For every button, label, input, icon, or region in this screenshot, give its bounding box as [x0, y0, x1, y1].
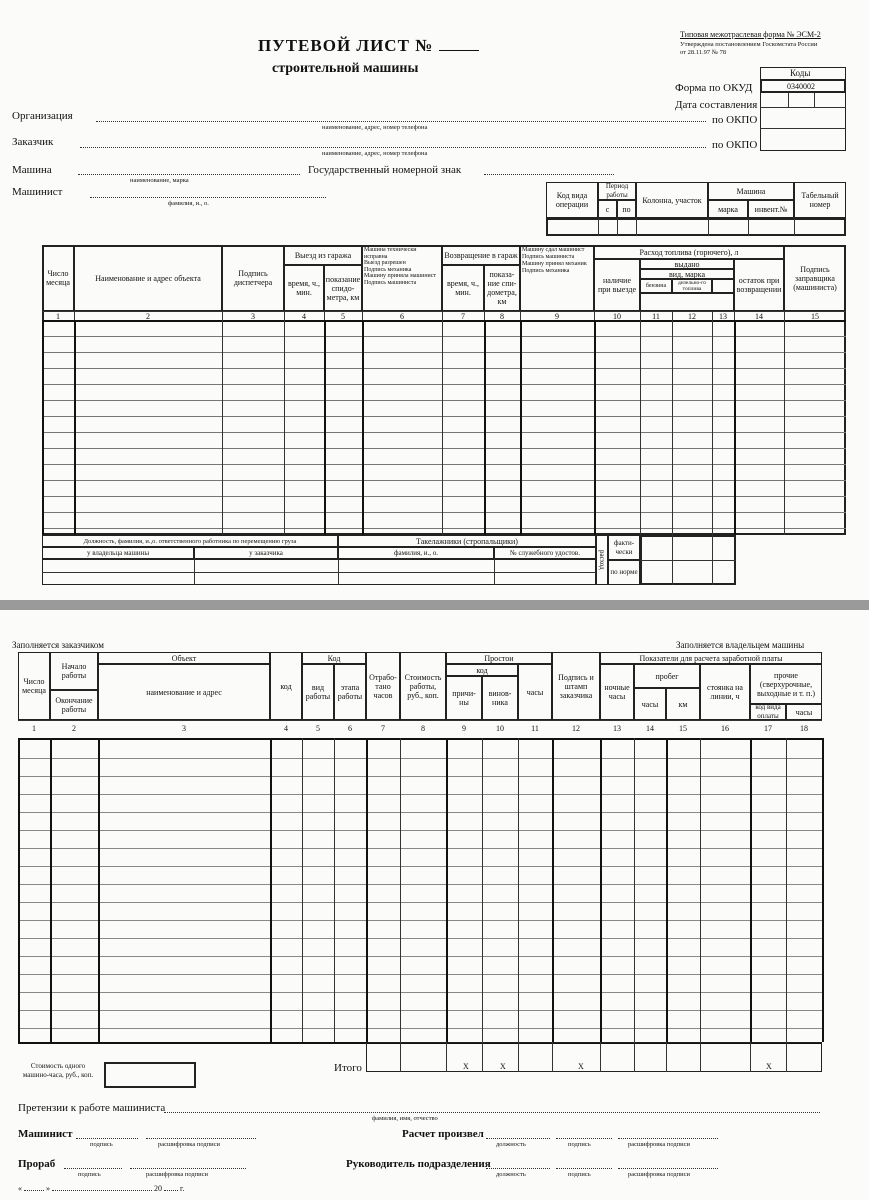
form-approval-date: от 28.11.97 № 78 [680, 49, 727, 56]
h-fuel-other [712, 279, 734, 293]
x-mark-17: Х [766, 1062, 772, 1071]
regnum-label: Государственный номерной знак [308, 164, 462, 176]
h-fuel-rest: остаток при возвращении [734, 259, 784, 311]
claims-caption: фамилия, имя, отчество [372, 1115, 438, 1122]
resp-owner: у владельца машины [42, 547, 194, 559]
column-rule [784, 311, 785, 535]
thick-column-rule [666, 738, 668, 1042]
thick-column-rule [42, 320, 44, 535]
table-row [18, 866, 822, 867]
h2-run: пробег [634, 664, 700, 688]
table-row [42, 432, 846, 433]
calc-decipher-caption: расшифровка подписи [628, 1141, 691, 1148]
totals-rule [666, 1042, 667, 1072]
table-row [18, 848, 822, 849]
table-row [42, 496, 846, 497]
thick-column-rule [484, 320, 486, 535]
head-signature[interactable] [556, 1168, 612, 1169]
totals-rule [482, 1042, 483, 1072]
thick-column-rule [552, 738, 554, 1042]
h2-idle-hours: часы [518, 664, 552, 720]
column-number: 15 [811, 312, 819, 321]
table-row [18, 794, 822, 795]
regnum-field[interactable] [484, 174, 614, 175]
codes-header: Коды [790, 68, 811, 78]
h2-stage: этапа работы [334, 664, 366, 720]
h2-night: ночные часы [600, 664, 634, 720]
head-label: Руководитель подразделения [346, 1158, 491, 1170]
table-row [42, 464, 846, 465]
table-row [18, 830, 822, 831]
column-number: 1 [56, 312, 60, 321]
cost-label: Стоимость одного машино-часа, руб., коп. [22, 1062, 94, 1079]
x-mark-12: Х [578, 1062, 584, 1071]
totals-rule [400, 1042, 401, 1072]
thick-column-rule [324, 320, 326, 535]
h2-other: прочие (сверхурочные, выходные и т. п.) [750, 664, 822, 704]
h2-object: Объект [98, 652, 270, 664]
riggers-id: № служебного удостов. [494, 547, 596, 559]
table-row [18, 1010, 822, 1011]
column-number: 12 [688, 312, 696, 321]
header-bottom-rule [18, 720, 822, 721]
column-number: 7 [461, 312, 465, 321]
foreman-decipher-caption: расшифровка подписи [146, 1171, 209, 1178]
h2-run-hours: часы [634, 688, 666, 720]
h2-obj-code: код [270, 652, 302, 720]
page-divider [0, 600, 869, 610]
customer-field[interactable] [80, 147, 706, 148]
h-fuel: Расход топлива (горючего), л [594, 245, 784, 259]
thick-column-rule [18, 738, 20, 1042]
column-number: 8 [500, 312, 504, 321]
table-row [18, 920, 822, 921]
brand-header: марка [708, 200, 748, 218]
column-number: 9 [462, 724, 466, 733]
table-row [42, 336, 846, 337]
h-ret-speedo: показа-ние спи-дометра, км [484, 265, 520, 311]
h-fuel-brand: вид, марка [640, 269, 734, 279]
column-number: 17 [764, 724, 772, 733]
column-number: 6 [400, 312, 404, 321]
column-number: 5 [341, 312, 345, 321]
h2-idle-culprit: винов-ника [482, 676, 518, 720]
operator-sign-caption: подпись [90, 1141, 113, 1148]
resp-header: Должность, фамилия, и.,о. ответственного работника по перемещению груза [42, 535, 338, 547]
machine-label: Машина [12, 164, 52, 176]
machine-group-header: Машина [708, 182, 794, 200]
head-decipher-caption: расшифровка подписи [628, 1171, 691, 1178]
column-number: 2 [72, 724, 76, 733]
table-row [42, 512, 846, 513]
resp-customer: у заказчика [194, 547, 338, 559]
h-fuel-issued: выдано [640, 259, 734, 269]
thick-column-rule [520, 320, 522, 535]
column-number: 3 [251, 312, 255, 321]
expense-label: расход [596, 535, 608, 585]
thick-column-rule [594, 320, 596, 535]
h2-date: Число месяца [18, 652, 50, 720]
h-date: Число месяца [42, 245, 74, 311]
totals-rule [518, 1042, 519, 1072]
organization-label: Организация [12, 110, 73, 122]
machine-caption: наименование, марка [130, 177, 189, 184]
h-object: Наименование и адрес объекта [74, 245, 222, 311]
head-position-caption: должность [496, 1171, 526, 1178]
thick-column-rule [366, 738, 368, 1042]
thick-column-rule [98, 738, 100, 1042]
operator-caption: фамилия, и., о. [168, 200, 209, 207]
riggers-name: фамилия, и., о. [338, 547, 494, 559]
column-rule [640, 311, 641, 535]
column-number: 2 [146, 312, 150, 321]
column-rule [222, 311, 223, 535]
column-number: 7 [381, 724, 385, 733]
column-rule [284, 311, 285, 535]
column-number: 10 [496, 724, 504, 733]
foreman-sign-caption: подпись [78, 1171, 101, 1178]
column-number: 8 [421, 724, 425, 733]
inv-header: инвент.№ [748, 200, 794, 218]
column-header: Колонна, участок [636, 182, 708, 218]
body-top-rule [42, 320, 846, 322]
totals-rule [552, 1042, 553, 1072]
table-row [42, 368, 846, 369]
h2-obj-name: наименование и адрес [98, 664, 270, 720]
table-row [42, 384, 846, 385]
h-tech-check: Машина технически исправна Выезд разрешен Подпись механика Машину приняла машинист Подпись машиниста [362, 245, 442, 311]
table-row [18, 1028, 822, 1029]
x-mark-9: Х [463, 1062, 469, 1071]
totals-rule [750, 1042, 751, 1072]
machine-field[interactable] [78, 174, 300, 175]
organization-caption: наименование, адрес, номер телефона [322, 124, 428, 131]
column-rule [634, 738, 635, 1042]
column-rule [786, 738, 787, 1042]
column-number: 4 [302, 312, 306, 321]
column-number: 11 [531, 724, 539, 733]
column-rule [482, 738, 483, 1042]
h2-hours-worked: Отрабо-тано часов [366, 652, 400, 720]
column-rule [400, 738, 401, 1042]
okpo-label-1: по ОКПО [712, 114, 758, 126]
h-handover: Машину сдал машинист Подпись машиниста Машину принял механик Подпись механика [520, 245, 594, 311]
form-note: Типовая межотраслевая форма № ЭСМ-2 [680, 30, 821, 39]
operator-decipher-caption: расшифровка подписи [158, 1141, 221, 1148]
operator-sign-label: Машинист [18, 1128, 73, 1140]
totals-rule [600, 1042, 601, 1072]
totals-rule [700, 1042, 701, 1072]
date-line[interactable]: « » 20 г. [18, 1184, 185, 1193]
period-from: с [598, 200, 617, 218]
column-number: 13 [613, 724, 621, 733]
h-dispatcher: Подпись диспетчера [222, 245, 284, 311]
header-rule [42, 311, 846, 312]
table-row [42, 400, 846, 401]
waybill-back-page [0, 610, 869, 1200]
h-fuel-diesel: дизельно-го топлива [672, 279, 712, 293]
h2-idle-code: код [446, 664, 518, 676]
operator-label: Машинист [12, 186, 63, 198]
thick-column-rule [74, 320, 76, 535]
h-fuel-avail: наличие при выезде [594, 259, 640, 311]
h2-start: Начало работы [50, 652, 98, 690]
column-number: 14 [646, 724, 654, 733]
column-number: 6 [348, 724, 352, 733]
column-number: 4 [284, 724, 288, 733]
h2-work-type: вид работы [302, 664, 334, 720]
by-norm-label: по норме [608, 560, 640, 585]
claims-field[interactable] [164, 1112, 820, 1113]
okud-label: Форма по ОКУД [675, 82, 753, 94]
column-rule [712, 311, 713, 535]
document-subtitle: строительной машины [272, 61, 419, 76]
h2-parking: стоянка на линии, ч [700, 664, 750, 720]
op-code-row[interactable] [546, 218, 846, 236]
form-approval: Утверждена постановлением Госкомстата России [680, 41, 818, 48]
customer-label: Заказчик [12, 136, 54, 148]
filled-by-customer: Заполняется заказчиком [12, 640, 104, 650]
calc-position[interactable] [486, 1138, 550, 1139]
thick-column-rule [734, 320, 736, 535]
column-rule [672, 311, 673, 535]
table-row [18, 776, 822, 777]
table-row [42, 528, 846, 529]
column-number: 12 [572, 724, 580, 733]
h2-end: Окончание работы [50, 690, 98, 720]
h2-other-code: код вида оплаты [750, 704, 786, 720]
table-row [42, 416, 846, 417]
h2-idle-reason: причи-ны [446, 676, 482, 720]
h2-other-hours: часы [786, 704, 822, 720]
column-number: 13 [719, 312, 727, 321]
column-number: 11 [652, 312, 660, 321]
okpo-label-2: по ОКПО [712, 139, 758, 151]
table-row [18, 758, 822, 759]
column-rule [700, 738, 701, 1042]
document-title: ПУТЕВОЙ ЛИСТ № [258, 36, 479, 56]
h-ret-time: время, ч., мин. [442, 265, 484, 311]
thick-column-rule [362, 320, 364, 535]
h2-run-km: км [666, 688, 700, 720]
column-rule [442, 311, 443, 535]
column-rule [518, 738, 519, 1042]
period-header: Период работы [598, 182, 636, 200]
calc-signature[interactable] [556, 1138, 612, 1139]
column-number: 18 [800, 724, 808, 733]
column-number: 16 [721, 724, 729, 733]
customer-caption: наименование, адрес, номер телефона [322, 150, 428, 157]
organization-field[interactable] [96, 121, 706, 122]
column-number: 5 [316, 724, 320, 733]
body-top-rule [18, 738, 822, 740]
totals-rule [446, 1042, 447, 1072]
tabel-header: Табельный номер [794, 182, 846, 218]
operator-decipher[interactable] [146, 1138, 256, 1139]
h2-cost: Стоимость работы, руб., коп. [400, 652, 446, 720]
table-row [18, 902, 822, 903]
head-position[interactable] [486, 1168, 550, 1169]
column-number: 10 [613, 312, 621, 321]
calc-label: Расчет произвел [402, 1128, 484, 1140]
foreman-label: Прораб [18, 1158, 56, 1170]
op-code-header: Код вида операции [546, 182, 598, 218]
column-number: 9 [555, 312, 559, 321]
calc-sign-caption: подпись [568, 1141, 591, 1148]
table-row [42, 352, 846, 353]
foreman-signature[interactable] [64, 1168, 122, 1169]
column-number: 3 [182, 724, 186, 733]
table-row [42, 448, 846, 449]
thick-column-rule [446, 738, 448, 1042]
h-dep-speedo: показание спидо-метра, км [324, 265, 362, 311]
h-return: Возвращение в гараж [442, 245, 520, 265]
calc-decipher[interactable] [618, 1138, 718, 1139]
h2-sign: Подпись и штамп заказчика [552, 652, 600, 720]
foreman-decipher[interactable] [130, 1168, 246, 1169]
date-label: Дата составления [675, 99, 758, 111]
thick-column-rule [50, 738, 52, 1042]
column-number: 15 [679, 724, 687, 733]
h-fueler: Подпись заправщика (машиниста) [784, 245, 846, 311]
actual-label: факти-чески [608, 535, 640, 560]
period-to: по [617, 200, 636, 218]
h2-pay: Показатели для расчета заработной платы [600, 652, 822, 664]
thick-column-rule [750, 738, 752, 1042]
table-row [18, 812, 822, 813]
operator-field[interactable] [90, 197, 326, 198]
head-sign-caption: подпись [568, 1171, 591, 1178]
table-row [18, 956, 822, 957]
h-departure: Выезд из гаража [284, 245, 362, 265]
table-row [18, 974, 822, 975]
riggers-header: Такелажники (стропальщики) [338, 535, 596, 547]
table-row [42, 480, 846, 481]
thick-column-rule [600, 738, 602, 1042]
claims-label: Претензии к работе машиниста [18, 1102, 166, 1114]
h-fuel-blank [640, 293, 734, 311]
thick-column-rule [822, 738, 824, 1042]
okud-code: 0340002 [787, 82, 815, 91]
head-decipher[interactable] [618, 1168, 718, 1169]
column-rule [302, 738, 303, 1042]
calc-position-caption: должность [496, 1141, 526, 1148]
column-number: 1 [32, 724, 36, 733]
totals-rule [786, 1042, 787, 1072]
h-dep-time: время, ч., мин. [284, 265, 324, 311]
column-rule [334, 738, 335, 1042]
h2-idle: Простои [446, 652, 552, 664]
table-row [18, 992, 822, 993]
table-row [18, 884, 822, 885]
table-row [18, 938, 822, 939]
operator-signature[interactable] [76, 1138, 138, 1139]
total-label: Итого [334, 1062, 362, 1074]
totals-rule [634, 1042, 635, 1072]
x-mark-10: Х [500, 1062, 506, 1071]
filled-by-owner: Заполняется владельцем машины [676, 640, 805, 650]
thick-column-rule [270, 738, 272, 1042]
column-number: 14 [755, 312, 763, 321]
totals-row[interactable] [366, 1042, 822, 1072]
h-fuel-petrol: бензина [640, 279, 672, 293]
h2-code: Код [302, 652, 366, 664]
cost-field[interactable] [104, 1062, 196, 1088]
